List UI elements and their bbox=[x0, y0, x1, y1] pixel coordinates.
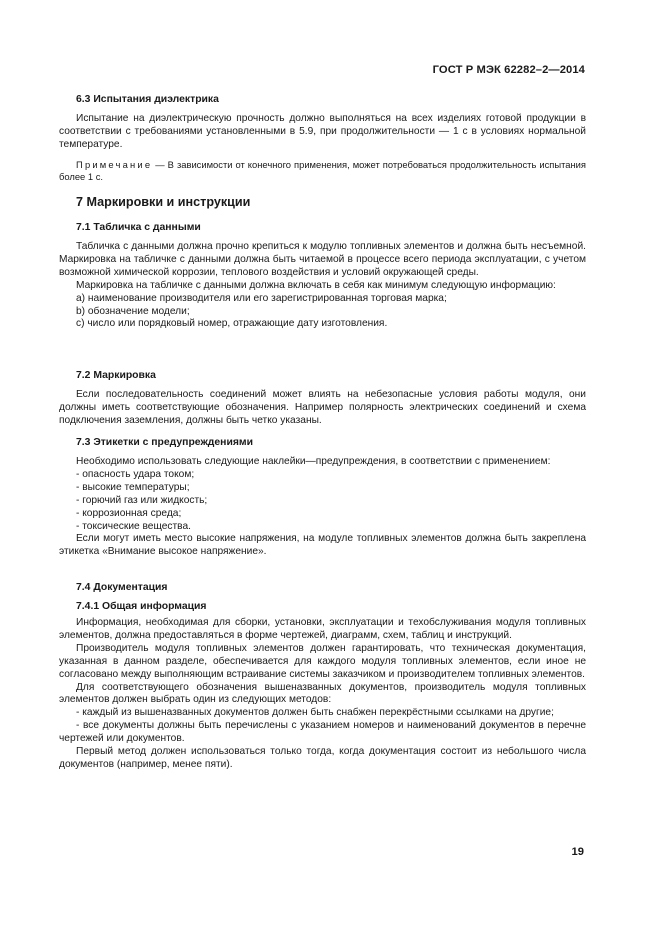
section-6-3 bbox=[59, 94, 586, 107]
note-label: Примечание bbox=[76, 159, 153, 170]
section-7-4 bbox=[59, 582, 586, 595]
heading-7-3: 7.3 Этикетки с предупреждениями bbox=[76, 437, 253, 448]
paragraph: Маркировка на табличке с данными должна включать в себя как минимум следующую информацию: bbox=[76, 279, 556, 291]
paragraph: Информация, необходимая для сборки, установки, эксплуатации и техобслуживания модуля топливных элементов, должна предоставляться в форме чертежей, диаграмм, схем, таблиц и инструкций. bbox=[59, 617, 586, 641]
list-item: - все документы должны быть перечислены с указанием номеров и наименований документов в перечне чертежей или документов. bbox=[59, 720, 586, 745]
paragraph: Испытание на диэлектрическую прочность должно выполняться на всех изделиях готовой продукции в соответствии с требованиями установленными в 5.9, при продолжительности — 1 с в условиях нормальной температуре. bbox=[59, 113, 586, 150]
note-paragraph bbox=[59, 159, 586, 183]
section-7-4-1-body bbox=[59, 617, 586, 772]
list-item: - опасность удара током; bbox=[76, 468, 195, 480]
heading-7-2: 7.2 Маркировка bbox=[76, 370, 156, 381]
section-7-3-body bbox=[59, 456, 586, 559]
paragraph: Производитель модуля топливных элементов должен гарантировать, что техническая документация, указанная в данном разделе, обеспечивается для каждого модуля топливных элементов, если иное не согласовано между выполняющим встраивание системы заказчиком и производителем топливных элементов. bbox=[59, 642, 586, 680]
heading-7-4: 7.4 Документация bbox=[76, 582, 168, 593]
heading-7: 7 Маркировки и инструкции bbox=[76, 195, 251, 209]
section-6-3-body bbox=[59, 113, 586, 152]
section-7-4-1 bbox=[59, 601, 586, 614]
heading-7-4-1: 7.4.1 Общая информация bbox=[76, 601, 207, 612]
paragraph: Необходимо использовать следующие наклейки—предупреждения, в соответствии с применением: bbox=[76, 456, 551, 467]
page-number: 19 bbox=[571, 846, 584, 858]
paragraph: Если последовательность соединений может влиять на небезопасные условия работы модуля, они должны иметь соответствующие обозначения. Например полярность электрических соединений и схема подключения заземления, должны быть четко указаны. bbox=[59, 389, 586, 426]
paragraph: Для соответствующего обозначения вышеназванных документов, производитель модуля топливных элементов должен выбрать один из следующих методов: bbox=[59, 681, 586, 706]
section-7-2-body bbox=[59, 389, 586, 428]
paragraph: Если могут иметь место высокие напряжения, на модуле топливных элементов должна быть закреплена этикетка «Внимание высокое напряжение». bbox=[59, 533, 586, 558]
standard-designation: ГОСТ Р МЭК 62282–2—2014 bbox=[432, 64, 585, 76]
list-item: - коррозионная среда; bbox=[76, 507, 182, 519]
list-item: c) число или порядковый номер, отражающие дату изготовления. bbox=[76, 318, 388, 330]
list-item: - высокие температуры; bbox=[76, 481, 190, 493]
section-7 bbox=[59, 196, 586, 209]
paragraph: Первый метод должен использоваться только тогда, когда документация состоит из небольшого числа документов (например, менее пяти). bbox=[59, 746, 586, 770]
list-item: b) обозначение модели; bbox=[76, 305, 190, 317]
list-item: - каждый из вышеназванных документов должен быть снабжен перекрёстными ссылками на другие; bbox=[76, 707, 554, 719]
list-item: - горючий газ или жидкость; bbox=[76, 494, 208, 506]
section-7-1-body bbox=[59, 241, 586, 331]
heading-6-3: 6.3 Испытания диэлектрика bbox=[76, 94, 219, 105]
list-item: a) наименование производителя или его зарегистрированная торговая марка; bbox=[76, 292, 447, 304]
heading-7-1: 7.1 Табличка с данными bbox=[76, 222, 201, 233]
section-7-1 bbox=[59, 222, 586, 235]
paragraph: Табличка с данными должна прочно крепиться к модулю топливных элементов и должна быть несъемной. Маркировка на табличке с данными должна быть читаемой в процессе всего периода эксплуатации, с учетом возможной химической коррозии, теплового воздействия и условий окружающей среды. bbox=[59, 241, 586, 278]
note-6-3 bbox=[59, 159, 586, 183]
section-7-3 bbox=[59, 437, 586, 450]
note-text: — В зависимости от конечного применения, может потребоваться продолжительность испытания более 1 с. bbox=[59, 159, 586, 183]
list-item: - токсические вещества. bbox=[76, 520, 191, 532]
section-7-2 bbox=[59, 370, 586, 383]
